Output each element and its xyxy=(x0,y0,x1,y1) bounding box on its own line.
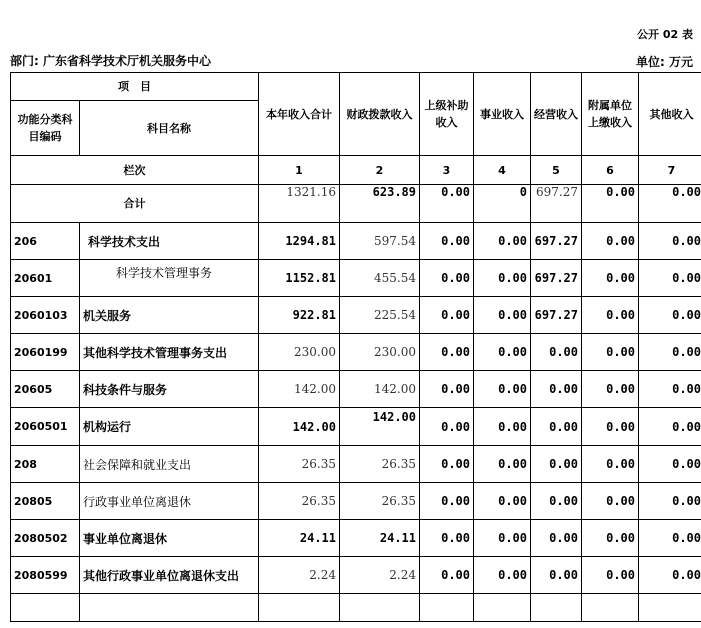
cell-value: 26.35 xyxy=(259,446,340,483)
row-name: 其他行政事业单位离退休支出 xyxy=(80,557,259,594)
empty-cell xyxy=(639,594,701,622)
empty-cell xyxy=(340,594,420,622)
cell-value: 0.00 xyxy=(582,297,639,334)
cell-value: 0.00 xyxy=(474,223,531,260)
row-name: 科技条件与服务 xyxy=(80,371,259,408)
cell-value: 0.00 xyxy=(531,371,582,408)
cell-value: 0 xyxy=(474,185,531,223)
cell-value: 0.00 xyxy=(420,185,474,223)
cell-value: 0.00 xyxy=(639,334,701,371)
cell-value: 26.35 xyxy=(259,483,340,520)
row-name: 社会保障和就业支出 xyxy=(80,446,259,483)
cell-value: 697.27 xyxy=(531,260,582,297)
cell-value: 142.00 xyxy=(340,371,420,408)
cell-value: 0.00 xyxy=(582,557,639,594)
cell-value: 597.54 xyxy=(340,223,420,260)
cell-value: 0.00 xyxy=(474,371,531,408)
cell-value: 0.00 xyxy=(420,483,474,520)
cell-value: 142.00 xyxy=(259,408,340,446)
cell-value: 0.00 xyxy=(474,297,531,334)
cell-value: 0.00 xyxy=(531,334,582,371)
col-header-superior-subsidy: 上级补助收入 xyxy=(420,73,474,156)
cell-value: 0.00 xyxy=(420,223,474,260)
cell-value: 0.00 xyxy=(582,520,639,557)
table-row xyxy=(11,371,701,408)
empty-cell xyxy=(11,594,80,622)
row-code: 2060199 xyxy=(11,334,80,371)
seq-number: 5 xyxy=(531,156,582,185)
seq-number: 1 xyxy=(259,156,340,185)
total-row xyxy=(11,185,701,223)
col-header-business-income: 事业收入 xyxy=(474,73,531,156)
cell-value: 0.00 xyxy=(474,334,531,371)
empty-cell xyxy=(474,594,531,622)
cell-value: 24.11 xyxy=(259,520,340,557)
row-code: 20605 xyxy=(11,371,80,408)
col-header-operating-income: 经营收入 xyxy=(531,73,582,156)
cell-value: 26.35 xyxy=(340,483,420,520)
col-header-code: 功能分类科目编码 xyxy=(11,101,80,156)
cell-value: 0.00 xyxy=(639,223,701,260)
cell-value: 0.00 xyxy=(639,520,701,557)
cell-value: 0.00 xyxy=(582,260,639,297)
row-code: 208 xyxy=(11,446,80,483)
cell-value: 0.00 xyxy=(582,334,639,371)
row-name: 科学技术管理事务 xyxy=(80,260,259,297)
table-row xyxy=(11,334,701,371)
cell-value: 0.00 xyxy=(531,557,582,594)
cell-value: 1294.81 xyxy=(259,223,340,260)
table-row xyxy=(11,260,701,297)
cell-value: 0.00 xyxy=(639,260,701,297)
row-code: 2080599 xyxy=(11,557,80,594)
cell-value: 0.00 xyxy=(420,557,474,594)
cell-value: 0.00 xyxy=(474,408,531,446)
row-name: 事业单位离退休 xyxy=(80,520,259,557)
cell-value: 0.00 xyxy=(474,557,531,594)
cell-value: 0.00 xyxy=(582,446,639,483)
row-name: 机构运行 xyxy=(80,408,259,446)
table-row xyxy=(11,297,701,334)
seq-number: 7 xyxy=(639,156,701,185)
table-row xyxy=(11,483,701,520)
table-row xyxy=(11,223,701,260)
cell-value: 0.00 xyxy=(531,408,582,446)
cell-value: 24.11 xyxy=(340,520,420,557)
seq-number: 3 xyxy=(420,156,474,185)
col-header-fiscal-appropriation: 财政拨款收入 xyxy=(340,73,420,156)
empty-cell xyxy=(420,594,474,622)
cell-value: 0.00 xyxy=(639,446,701,483)
unit-label: 单位: 万元 xyxy=(636,55,693,69)
cell-value: 455.54 xyxy=(340,260,420,297)
total-label: 合计 xyxy=(11,185,259,223)
seq-number: 2 xyxy=(340,156,420,185)
cell-value: 0.00 xyxy=(420,334,474,371)
cell-value: 0.00 xyxy=(639,408,701,446)
seq-number: 6 xyxy=(582,156,639,185)
cell-value: 0.00 xyxy=(420,260,474,297)
item-header: 项 目 xyxy=(11,73,259,101)
col-header-name: 科目名称 xyxy=(80,101,259,156)
cell-value: 697.27 xyxy=(531,185,582,223)
cell-value: 0.00 xyxy=(639,371,701,408)
table-row xyxy=(11,520,701,557)
cell-value: 697.27 xyxy=(531,297,582,334)
cell-value: 0.00 xyxy=(639,297,701,334)
row-name: 其他科学技术管理事务支出 xyxy=(80,334,259,371)
cell-value: 0.00 xyxy=(531,446,582,483)
cell-value: 225.54 xyxy=(340,297,420,334)
table-row xyxy=(11,446,701,483)
cell-value: 0.00 xyxy=(474,260,531,297)
row-code: 2060103 xyxy=(11,297,80,334)
cell-value: 0.00 xyxy=(639,557,701,594)
cell-value: 0.00 xyxy=(420,371,474,408)
department-label: 部门: 广东省科学技术厅机关服务中心 xyxy=(10,54,211,68)
col-header-total-income: 本年收入合计 xyxy=(259,73,340,156)
cell-value: 0.00 xyxy=(582,223,639,260)
row-name: 行政事业单位离退休 xyxy=(80,483,259,520)
cell-value: 0.00 xyxy=(639,185,701,223)
col-header-other-income: 其他收入 xyxy=(639,73,701,156)
cell-value: 922.81 xyxy=(259,297,340,334)
row-code: 2080502 xyxy=(11,520,80,557)
row-code: 20601 xyxy=(11,260,80,297)
empty-cell xyxy=(80,594,259,622)
cell-value: 142.00 xyxy=(340,408,420,446)
cell-value: 0.00 xyxy=(474,483,531,520)
cell-value: 1321.16 xyxy=(259,185,340,223)
cell-value: 2.24 xyxy=(259,557,340,594)
income-table xyxy=(10,72,701,622)
cell-value: 0.00 xyxy=(420,297,474,334)
cell-value: 0.00 xyxy=(474,446,531,483)
cell-value: 230.00 xyxy=(340,334,420,371)
cell-value: 142.00 xyxy=(259,371,340,408)
form-number: 公开 02 表 xyxy=(637,28,693,41)
cell-value: 0.00 xyxy=(420,408,474,446)
empty-cell xyxy=(531,594,582,622)
cell-value: 0.00 xyxy=(420,520,474,557)
cell-value: 26.35 xyxy=(340,446,420,483)
empty-cell xyxy=(259,594,340,622)
cell-value: 0.00 xyxy=(582,185,639,223)
empty-cell xyxy=(582,594,639,622)
cell-value: 1152.81 xyxy=(259,260,340,297)
cell-value: 697.27 xyxy=(531,223,582,260)
cell-value: 0.00 xyxy=(582,408,639,446)
row-code: 206 xyxy=(11,223,80,260)
cell-value: 0.00 xyxy=(531,483,582,520)
row-name: 科学技术支出 xyxy=(80,223,259,260)
col-header-affiliated-income: 附属单位上缴收入 xyxy=(582,73,639,156)
cell-value: 2.24 xyxy=(340,557,420,594)
empty-row xyxy=(11,594,701,622)
cell-value: 0.00 xyxy=(420,446,474,483)
cell-value: 230.00 xyxy=(259,334,340,371)
seq-label: 栏次 xyxy=(11,156,259,185)
cell-value: 623.89 xyxy=(340,185,420,223)
cell-value: 0.00 xyxy=(582,371,639,408)
seq-number: 4 xyxy=(474,156,531,185)
table-row xyxy=(11,408,701,446)
row-code: 2060501 xyxy=(11,408,80,446)
row-code: 20805 xyxy=(11,483,80,520)
cell-value: 0.00 xyxy=(582,483,639,520)
cell-value: 0.00 xyxy=(531,520,582,557)
row-name: 机关服务 xyxy=(80,297,259,334)
cell-value: 0.00 xyxy=(474,520,531,557)
cell-value: 0.00 xyxy=(639,483,701,520)
table-row xyxy=(11,557,701,594)
